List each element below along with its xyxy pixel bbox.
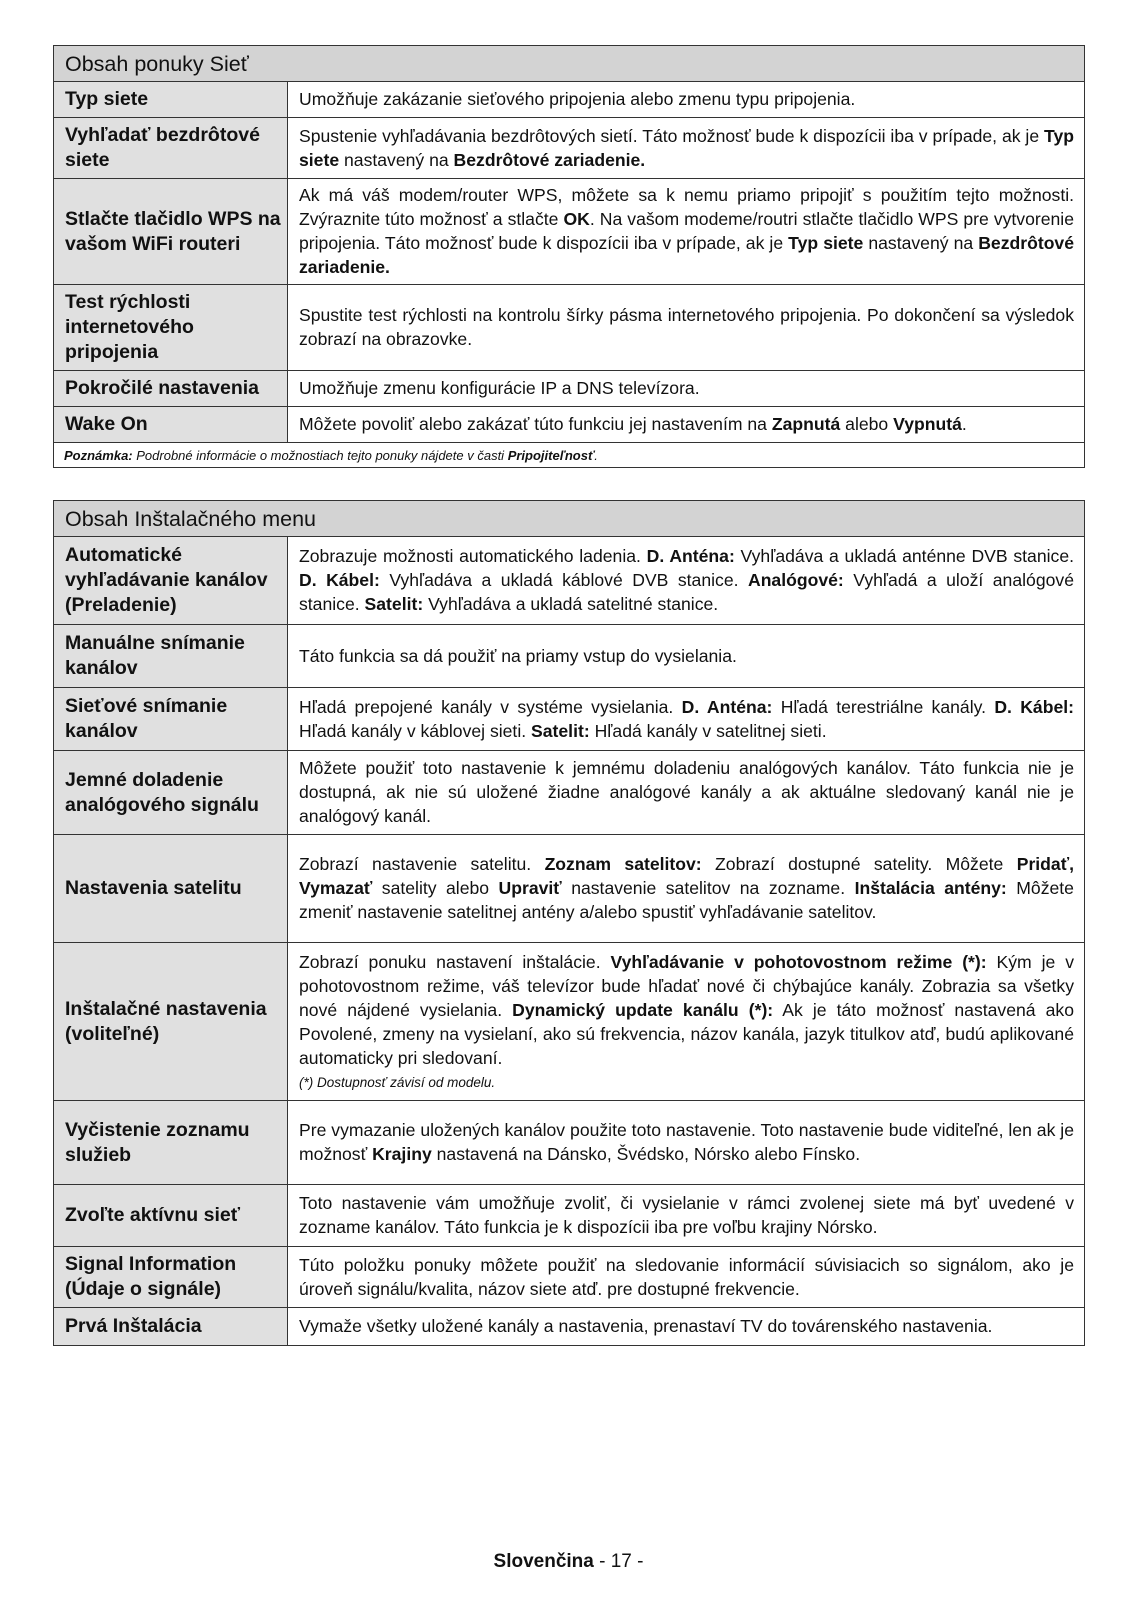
row-name-satellite-settings: Nastavenia satelitu: [54, 835, 288, 943]
row-desc-wireless-search: Spustenie vyhľadávania bezdrôtových sietí. Táto možnosť bude k dispozícii iba v prípade, ak je Typ siete nastavený na Bezdrôtové zariadenie.: [288, 118, 1085, 179]
row-name-first-install: Prvá Inštalácia: [54, 1308, 288, 1346]
row-desc-install-settings: Zobrazí ponuku nastavení inštalácie. Vyhľadávanie v pohotovostnom režime (*): Kým je v pohotovostnom režime, váš televízor bude hľadať nové či chýbajúce kanály. Zobrazia sa všetky nové nájdené vysielania. Dynamický update kanálu (*): Ak je táto možnosť nastavená ako Povolené, zmeny na vysielaní, ako sú frekvencia, názov kanála, jazyk titulkov atď, budú aplikované automaticky pri sledovaní. (*) Dostupnosť závisí od modelu.: [288, 943, 1085, 1101]
row-name-active-network: Zvoľte aktívnu sieť: [54, 1185, 288, 1247]
install-menu-title: Obsah Inštalačného menu: [54, 501, 1085, 537]
row-name-fine-tune: Jemné doladenie analógového signálu: [54, 751, 288, 835]
page-number: - 17 -: [599, 1551, 644, 1572]
footer-language: Slovenčina: [493, 1551, 594, 1572]
row-desc-speed-test: Spustite test rýchlosti na kontrolu šírky pásma internetového pripojenia. Po dokončení sa výsledok zobrazí na obrazovke.: [288, 285, 1085, 371]
availability-footnote: (*) Dostupnosť závisí od modelu.: [299, 1075, 496, 1090]
row-name-clear-services: Vyčistenie zoznamu služieb: [54, 1101, 288, 1185]
row-desc-wps: Ak má váš modem/router WPS, môžete sa k nemu priamo pripojiť s použitím tejto možnosti. Zvýraznite túto možnosť a stlačte OK. Na vašom modeme/routri stlačte tlačidlo WPS pre vytvorenie pripojenia. Táto možnosť bude k dispozícii iba v prípade, ak je Typ siete nastavený na Bezdrôtové zariadenie.: [288, 179, 1085, 285]
row-name-speed-test: Test rýchlosti internetového pripojenia: [54, 285, 288, 371]
row-desc-wake-on: Môžete povoliť alebo zakázať túto funkciu jej nastavením na Zapnutá alebo Vypnutá.: [288, 407, 1085, 443]
row-desc-auto-search: Zobrazuje možnosti automatického ladenia. D. Anténa: Vyhľadáva a ukladá anténne DVB stanice. D. Kábel: Vyhľadáva a ukladá káblové DVB stanice. Analógové: Vyhľadá a uloží analógové stanice. Satelit: Vyhľadáva a ukladá satelitné stanice.: [288, 537, 1085, 625]
row-desc-advanced: Umožňuje zmenu konfigurácie IP a DNS televízora.: [288, 371, 1085, 407]
row-name-auto-search: Automatické vyhľadávanie kanálov (Preladenie): [54, 537, 288, 625]
row-name-wps: Stlačte tlačidlo WPS na vašom WiFi routeri: [54, 179, 288, 285]
row-desc-manual-scan: Táto funkcia sa dá použiť na priamy vstup do vysielania.: [288, 625, 1085, 688]
row-desc-active-network: Toto nastavenie vám umožňuje zvoliť, či vysielanie v rámci zvolenej siete má byť uvedené v zozname kanálov. Táto funkcia je k dispozícii iba pre voľbu krajiny Nórsko.: [288, 1185, 1085, 1247]
row-name-wake-on: Wake On: [54, 407, 288, 443]
install-menu-table: [53, 500, 1085, 1346]
row-name-install-settings: Inštalačné nastavenia (voliteľné): [54, 943, 288, 1101]
row-desc-satellite-settings: Zobrazí nastavenie satelitu. Zoznam satelitov: Zobrazí dostupné satelity. Môžete Pridať, Vymazať satelity alebo Upraviť nastavenie satelitov na zozname. Inštalácia antény: Môžete zmeniť nastavenie satelitnej antény a/alebo spustiť vyhľadávanie satelitov.: [288, 835, 1085, 943]
row-name-manual-scan: Manuálne snímanie kanálov: [54, 625, 288, 688]
row-desc-clear-services: Pre vymazanie uložených kanálov použite toto nastavenie. Toto nastavenie bude viditeľné, len ak je možnosť Krajiny nastavená na Dánsko, Švédsko, Nórsko alebo Fínsko.: [288, 1101, 1085, 1185]
row-desc-fine-tune: Môžete použiť toto nastavenie k jemnému doladeniu analógových kanálov. Táto funkcia nie je dostupná, ak nie sú uložené žiadne analógové kanály a ak aktuálne sledovaný kanál nie je analógový kanál.: [288, 751, 1085, 835]
row-desc-signal-info: Túto položku ponuky môžete použiť na sledovanie informácií súvisiacich so signálom, ako je úroveň signálu/kvalita, názov siete atď. pre dostupné frekvencie.: [288, 1247, 1085, 1308]
row-desc-first-install: Vymaže všetky uložené kanály a nastavenia, prenastaví TV do továrenského nastavenia.: [288, 1308, 1085, 1346]
network-menu-table: [53, 45, 1085, 468]
row-name-wireless-search: Vyhľadať bezdrôtové siete: [54, 118, 288, 179]
row-desc-network-scan: Hľadá prepojené kanály v systéme vysielania. D. Anténa: Hľadá terestriálne kanály. D. Kábel: Hľadá kanály v káblovej sieti. Satelit: Hľadá kanály v satelitnej sieti.: [288, 688, 1085, 751]
row-name-typ-siete: Typ siete: [54, 82, 288, 118]
row-name-network-scan: Sieťové snímanie kanálov: [54, 688, 288, 751]
row-desc-typ-siete: Umožňuje zakázanie sieťového pripojenia alebo zmenu typu pripojenia.: [288, 82, 1085, 118]
row-name-signal-info: Signal Information (Údaje o signále): [54, 1247, 288, 1308]
network-note: Poznámka: Podrobné informácie o možnostiach tejto ponuky nájdete v časti Pripojiteľnosť.: [54, 443, 1085, 468]
row-name-advanced: Pokročilé nastavenia: [54, 371, 288, 407]
page-footer: [0, 1551, 1137, 1573]
network-menu-title: Obsah ponuky Sieť: [54, 46, 1085, 82]
